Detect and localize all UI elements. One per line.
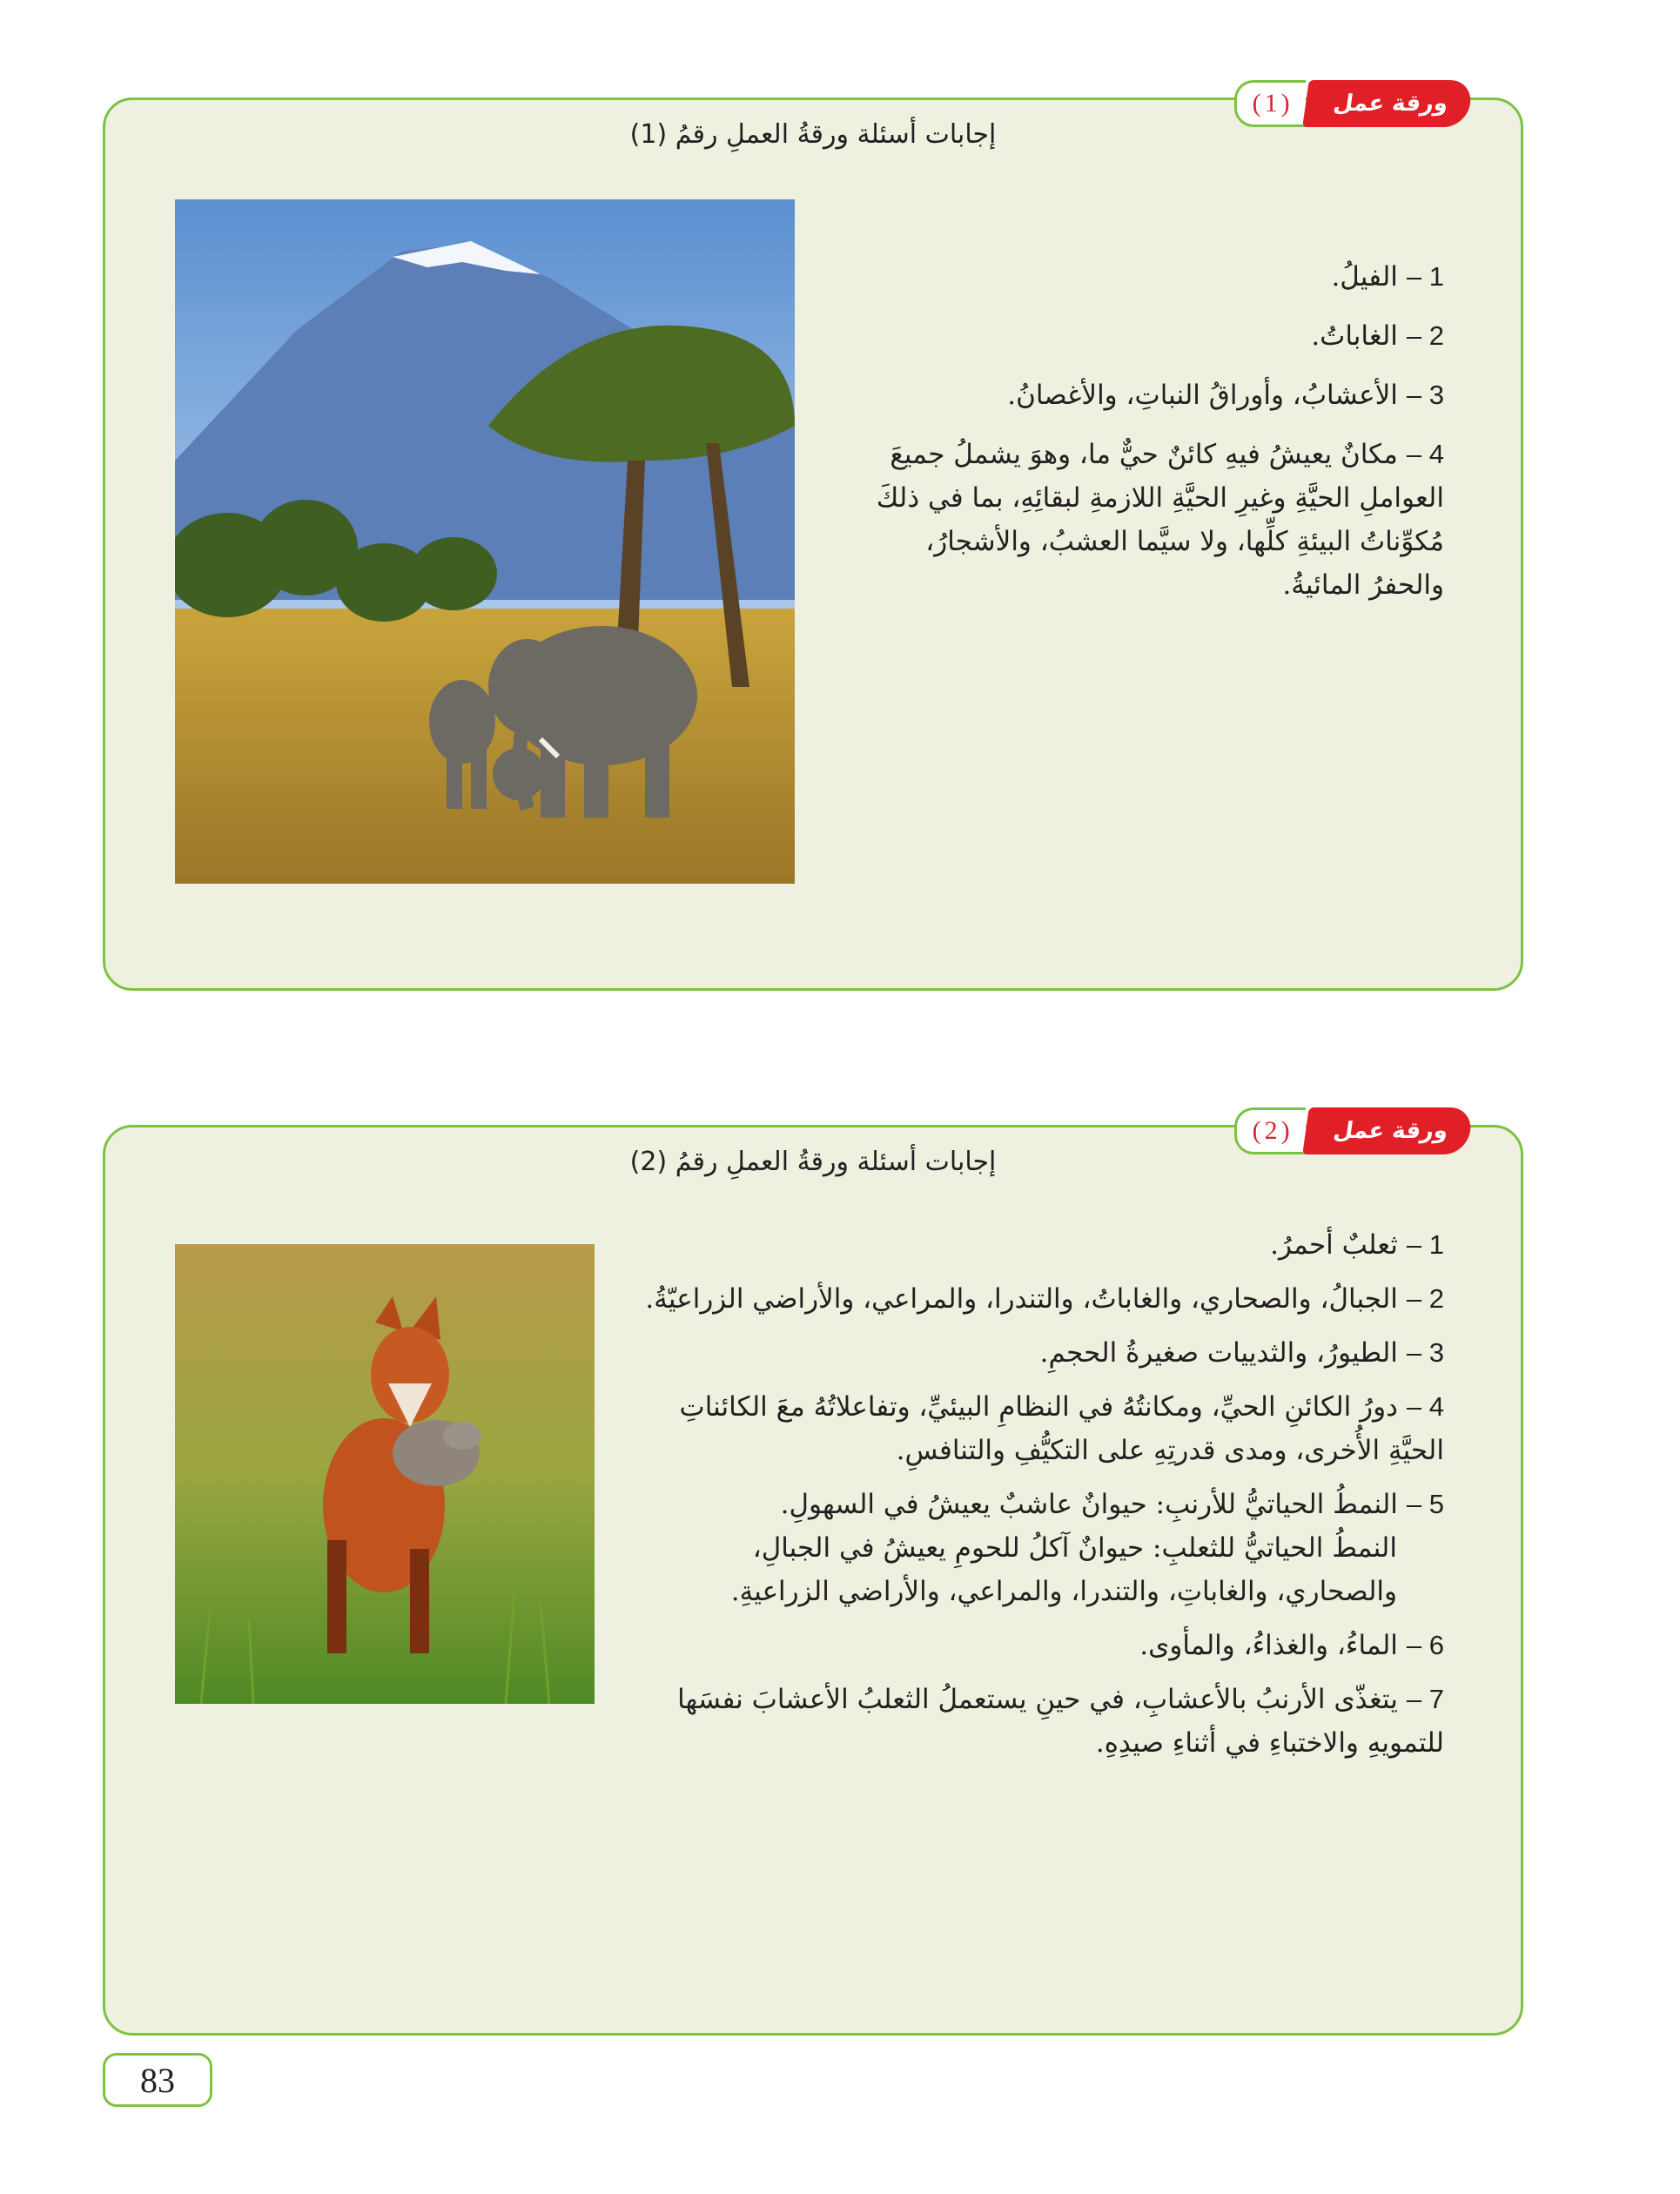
answer-4: 4 –مكانٌ يعيشُ فيهِ كائنٌ حيٌّ ما، وهوَ يشملُ جميعَ العواملِ الحيَّةِ وغيرِ الحيَّةِ اللازمةِ لبقائِهِ، بما في ذلكَ مُكوِّناتُ البيئةِ كلِّها، ولا سيَّما العشبُ، والأشجارُ، والحفرُ المائيةُ. <box>876 439 1444 601</box>
worksheet-2-card <box>103 1116 1523 2036</box>
answer-2: 2 –الغاباتُ. <box>1311 320 1444 352</box>
answer-1: 1 –ثعلبٌ أحمرُ. <box>1270 1229 1444 1261</box>
worksheet-1-number: ( 1 ) <box>1234 80 1306 127</box>
answer-5: 5 –النمطُ الحياتيُّ للأرنبِ: حيوانٌ عاشبٌ يعيشُ في السهولِ. النمطُ الحياتيُّ للثعلبِ: حيوانٌ آكلُ للحومِ يعيشُ في الجبالِ، والصحاري، والغاباتِ، والتندرا، والمراعي، والأراضي الزراعيةِ. <box>635 1483 1444 1613</box>
answer-3: 3 –الطيورُ، والثدييات صغيرةُ الحجمِ. <box>1039 1337 1444 1369</box>
worksheet-2-answers <box>635 1223 1444 1775</box>
worksheet-2-title: إجابات أسئلة ورقةُ العملِ رقمُ (2) <box>629 1147 997 1177</box>
elephants-photo <box>175 199 795 884</box>
answer-6: 6 –الماءُ، والغذاءُ، والمأوى. <box>1139 1630 1444 1661</box>
answer-1: 1 –الفيلُ. <box>1331 261 1444 293</box>
worksheet-2-number: ( 2 ) <box>1234 1107 1306 1154</box>
answer-7: 7 –يتغذّى الأرنبُ بالأعشابِ، في حينِ يستعملُ الثعلبُ الأعشابَ نفسَها للتمويهِ والاختباءِ في أثناءِ صيدِهِ. <box>677 1684 1444 1759</box>
fox-photo <box>175 1244 595 1704</box>
worksheet-1-answers <box>870 255 1444 623</box>
worksheet-1-label: ورقة عمل <box>1302 80 1474 127</box>
answer-4: 4 –دورُ الكائنِ الحيِّ، ومكانتُهُ في النظامِ البيئيِّ، وتفاعلاتُهُ معَ الكائناتِ الحيَّةِ الأُخرى، ومدى قدرتِهِ على التكيُّفِ والتنافسِ. <box>679 1391 1444 1466</box>
worksheet-2-label: ورقة عمل <box>1302 1107 1474 1154</box>
worksheet-1-card <box>103 89 1523 991</box>
answer-5-continuation: النمطُ الحياتيُّ للثعلبِ: حيوانٌ آكلُ للحومِ يعيشُ في الجبالِ، والصحاري، والغاباتِ، والتندرا، والمراعي، والأراضي الزراعيةِ. <box>730 1532 1397 1607</box>
answer-2: 2 –الجبالُ، والصحاري، والغاباتُ، والتندرا، والمراعي، والأراضي الزراعيّةُ. <box>645 1283 1444 1315</box>
answer-3: 3 –الأعشابُ، وأوراقُ النباتِ، والأغصانُ. <box>1007 380 1444 411</box>
worksheet-1-title: إجابات أسئلة ورقةُ العملِ رقمُ (1) <box>629 119 997 150</box>
page-number: 83 <box>103 2053 212 2107</box>
